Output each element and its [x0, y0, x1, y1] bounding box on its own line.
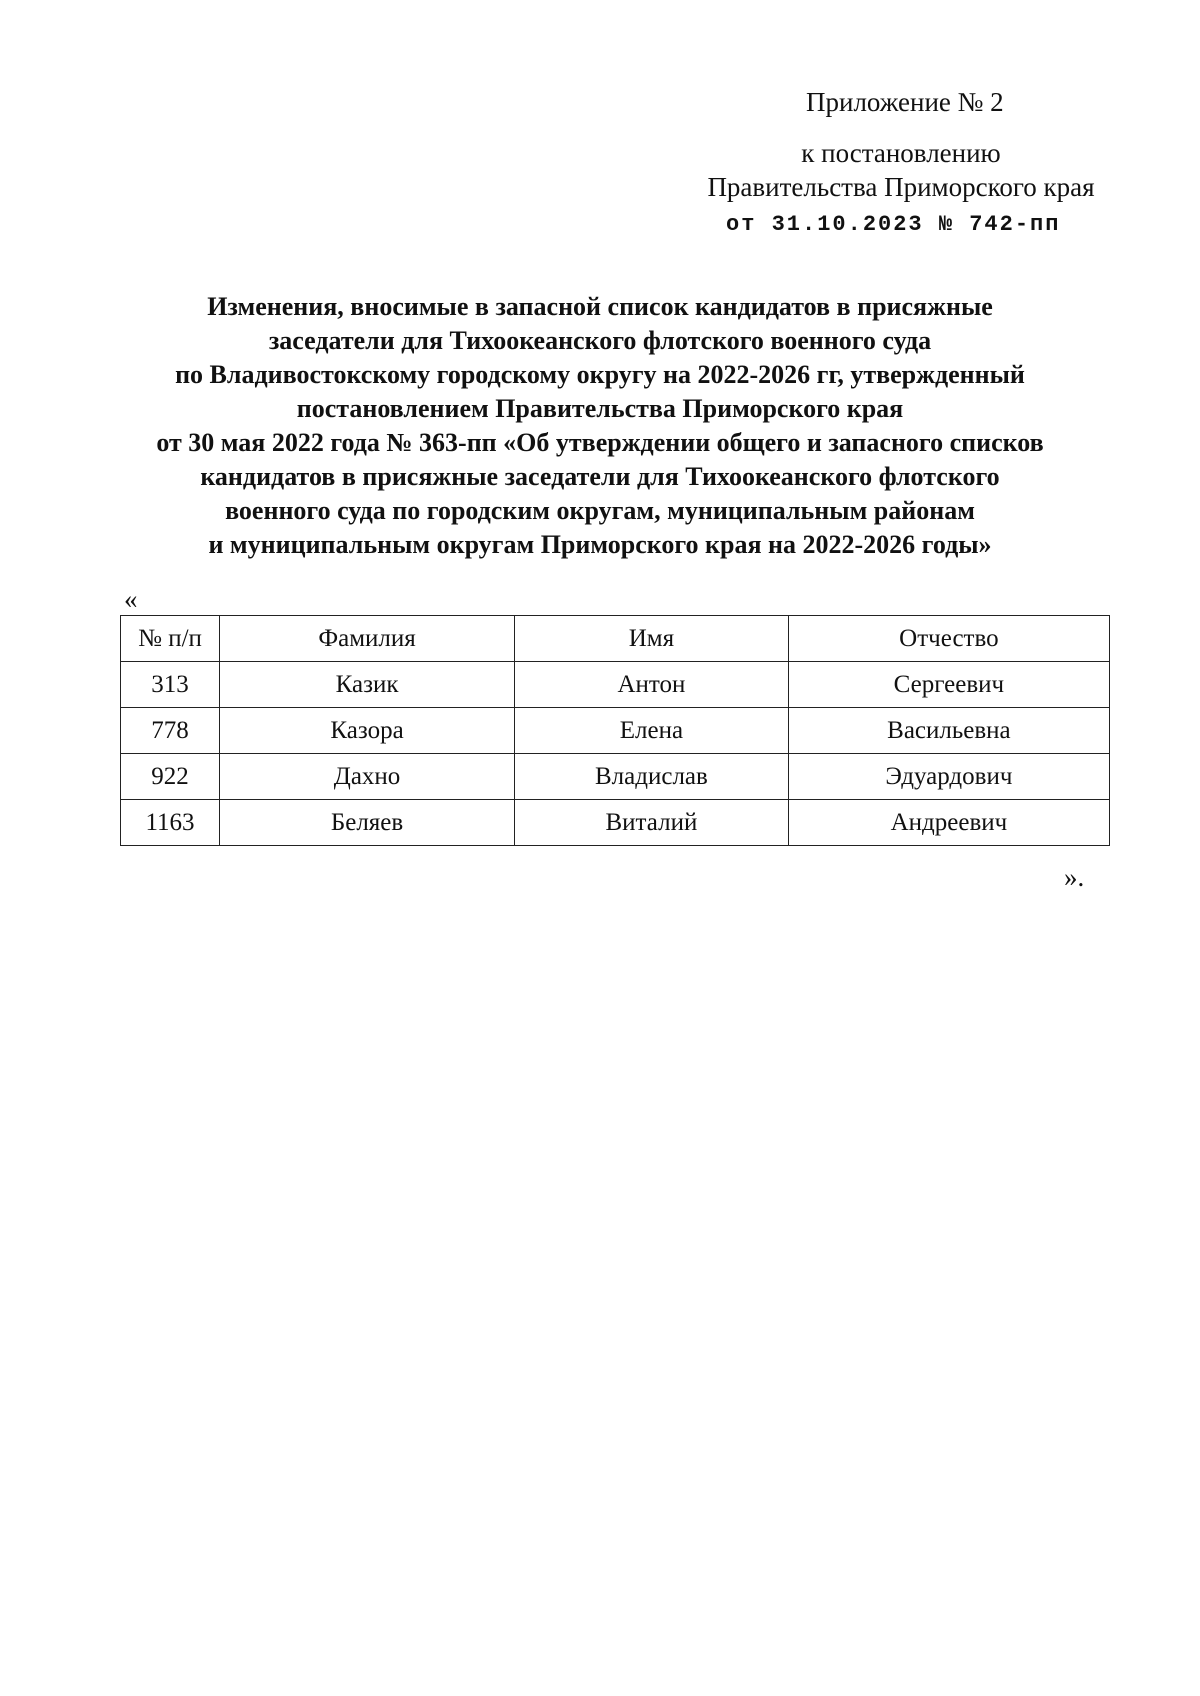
table-row [121, 754, 1110, 800]
title-line: Изменения, вносимые в запасной список кандидатов в присяжные [207, 292, 993, 321]
title-line: постановлением Правительства Приморского края [296, 394, 904, 423]
header-surname: Фамилия [220, 616, 515, 662]
cell-number: 922 [121, 754, 220, 800]
reference-line-2: Правительства Приморского края [707, 172, 1095, 202]
closing-quote-mark: ». [1064, 862, 1085, 892]
title-line: и муниципальным округам Приморского края на 2022-2026 годы» [208, 530, 992, 559]
cell-name: Елена [515, 708, 789, 754]
cell-number: 1163 [121, 800, 220, 846]
cell-number: 313 [121, 662, 220, 708]
resolution-reference [690, 136, 1112, 242]
title-line: военного суда по городским округам, муниципальным районам [225, 496, 975, 525]
cell-patronymic: Васильевна [788, 708, 1109, 754]
cell-patronymic: Эдуардович [788, 754, 1109, 800]
table-row [121, 662, 1110, 708]
header-patronymic: Отчество [788, 616, 1109, 662]
appendix-label: Приложение № 2 [806, 87, 1004, 117]
candidates-table [120, 615, 1110, 846]
cell-name: Виталий [515, 800, 789, 846]
reference-line-1: к постановлению [801, 138, 1001, 168]
cell-surname: Казик [220, 662, 515, 708]
header-name: Имя [515, 616, 789, 662]
cell-surname: Беляев [220, 800, 515, 846]
document-title [100, 290, 1100, 562]
cell-patronymic: Сергеевич [788, 662, 1109, 708]
table-header-row [121, 616, 1110, 662]
cell-name: Антон [515, 662, 789, 708]
table-row [121, 800, 1110, 846]
title-line: от 30 мая 2022 года № 363-пп «Об утверждении общего и запасного списков [156, 428, 1044, 457]
reference-date-number: от 31.10.2023 № 742-пп [726, 212, 1061, 237]
table-row [121, 708, 1110, 754]
cell-name: Владислав [515, 754, 789, 800]
cell-patronymic: Андреевич [788, 800, 1109, 846]
title-line: по Владивостокскому городскому округу на 2022-2026 гг, утвержденный [175, 360, 1025, 389]
opening-quote-mark: « [124, 584, 138, 614]
title-line: заседатели для Тихоокеанского флотского военного суда [268, 326, 932, 355]
cell-number: 778 [121, 708, 220, 754]
header-number: № п/п [121, 616, 220, 662]
title-line: кандидатов в присяжные заседатели для Тихоокеанского флотского [200, 462, 1000, 491]
cell-surname: Казора [220, 708, 515, 754]
cell-surname: Дахно [220, 754, 515, 800]
